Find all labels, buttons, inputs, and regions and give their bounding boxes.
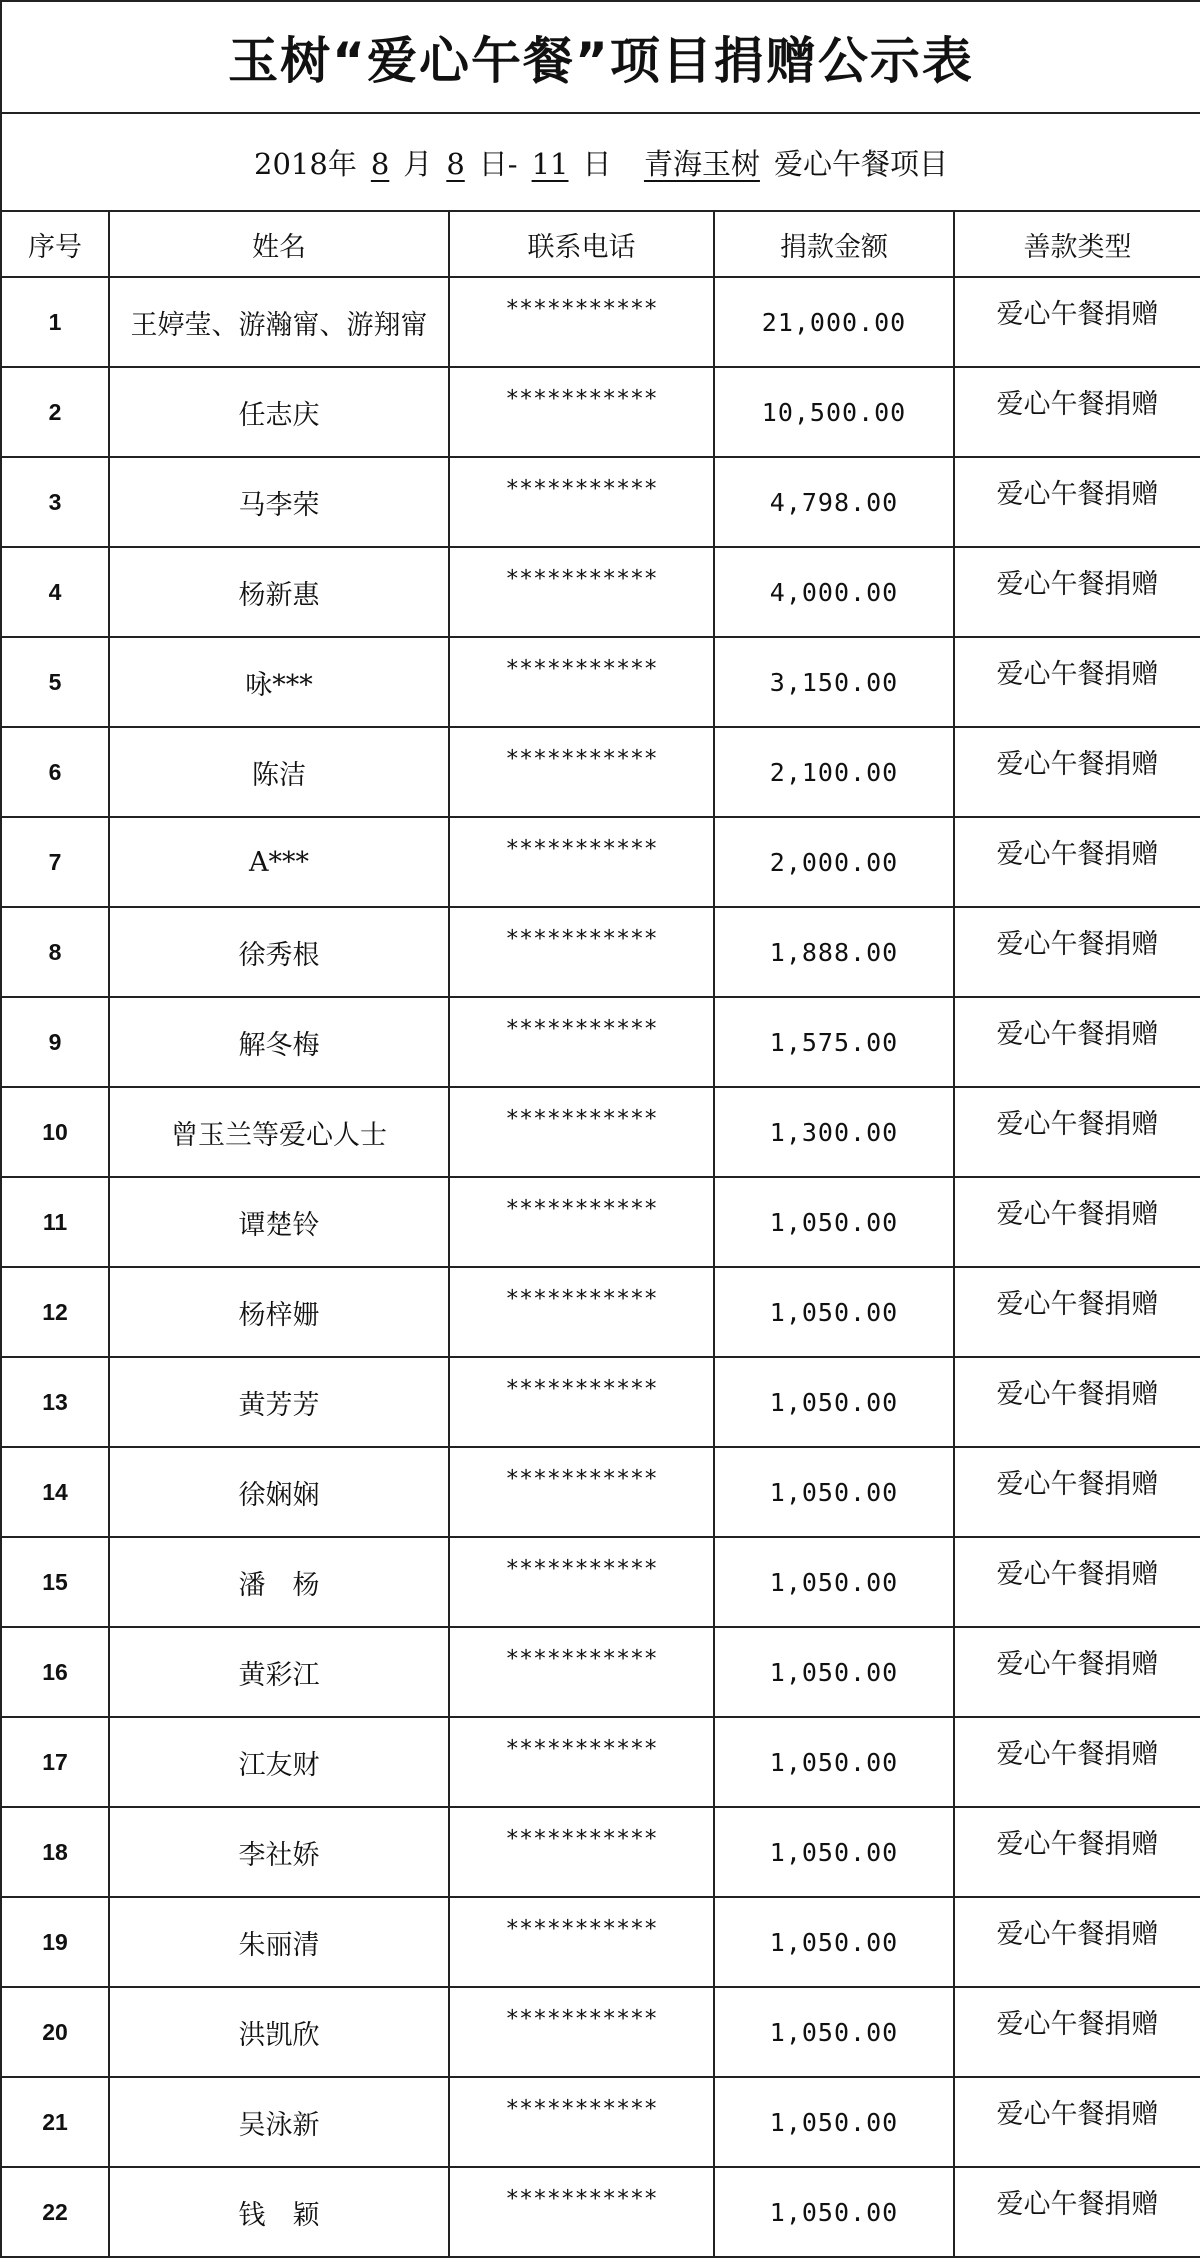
donor-phone: *********** (449, 1087, 714, 1177)
donor-phone: *********** (449, 637, 714, 727)
donor-phone: *********** (449, 727, 714, 817)
table-row (1, 1537, 1200, 1627)
table-row (1, 1087, 1200, 1177)
donation-type: 爱心午餐捐赠 (954, 457, 1200, 547)
row-number: 16 (1, 1627, 109, 1717)
donation-amount: 1,050.00 (714, 1177, 954, 1267)
table-row (1, 1897, 1200, 1987)
table-row (1, 547, 1200, 637)
donor-name: 谭楚铃 (109, 1177, 449, 1267)
donation-amount: 2,000.00 (714, 817, 954, 907)
table-row (1, 907, 1200, 997)
row-number: 15 (1, 1537, 109, 1627)
donor-phone: *********** (449, 1177, 714, 1267)
donor-phone: *********** (449, 1447, 714, 1537)
table-row (1, 457, 1200, 547)
donation-type: 爱心午餐捐赠 (954, 907, 1200, 997)
subtitle-day-sep: 日- (478, 146, 518, 181)
donation-type: 爱心午餐捐赠 (954, 2077, 1200, 2167)
subtitle-month: 8 (370, 146, 390, 181)
header-row (1, 211, 1200, 277)
row-number: 12 (1, 1267, 109, 1357)
donation-amount: 10,500.00 (714, 367, 954, 457)
donation-type: 爱心午餐捐赠 (954, 1897, 1200, 1987)
header-phone: 联系电话 (449, 211, 714, 277)
subtitle-location: 青海玉树 (643, 146, 760, 181)
donor-name: 江友财 (109, 1717, 449, 1807)
row-number: 5 (1, 637, 109, 727)
donation-amount: 1,050.00 (714, 1537, 954, 1627)
donation-type: 爱心午餐捐赠 (954, 637, 1200, 727)
donor-phone: *********** (449, 457, 714, 547)
donor-phone: *********** (449, 1357, 714, 1447)
table-row (1, 1267, 1200, 1357)
donation-amount: 1,050.00 (714, 2077, 954, 2167)
donation-amount: 1,575.00 (714, 997, 954, 1087)
donor-phone: *********** (449, 2167, 714, 2257)
donation-amount: 1,050.00 (714, 1267, 954, 1357)
table-row (1, 817, 1200, 907)
page-title: 玉树“爱心午餐”项目捐赠公示表 (1, 1, 1200, 113)
row-number: 3 (1, 457, 109, 547)
subtitle-day-start: 8 (446, 146, 465, 181)
header-name: 姓名 (109, 211, 449, 277)
table-row (1, 277, 1200, 367)
donation-amount: 1,888.00 (714, 907, 954, 997)
donation-amount: 1,300.00 (714, 1087, 954, 1177)
donation-amount: 1,050.00 (714, 1807, 954, 1897)
subtitle (1, 113, 1200, 211)
donor-phone: *********** (449, 1717, 714, 1807)
header-type: 善款类型 (954, 211, 1200, 277)
donor-name: 徐秀根 (109, 907, 449, 997)
row-number: 9 (1, 997, 109, 1087)
donor-phone: *********** (449, 1897, 714, 1987)
table-row (1, 2167, 1200, 2257)
donor-phone: *********** (449, 817, 714, 907)
donation-amount: 2,100.00 (714, 727, 954, 817)
table-row (1, 727, 1200, 817)
donation-type: 爱心午餐捐赠 (954, 1987, 1200, 2077)
donation-type: 爱心午餐捐赠 (954, 1627, 1200, 1717)
donor-name: 杨新惠 (109, 547, 449, 637)
donor-name: 黄彩江 (109, 1627, 449, 1717)
row-number: 4 (1, 547, 109, 637)
donor-name: 曾玉兰等爱心人士 (109, 1087, 449, 1177)
row-number: 7 (1, 817, 109, 907)
table-row (1, 1717, 1200, 1807)
donation-type: 爱心午餐捐赠 (954, 367, 1200, 457)
title-row (1, 1, 1200, 113)
donor-phone: *********** (449, 1987, 714, 2077)
donor-phone: *********** (449, 547, 714, 637)
header-no: 序号 (1, 211, 109, 277)
donation-type: 爱心午餐捐赠 (954, 547, 1200, 637)
donor-phone: *********** (449, 2077, 714, 2167)
table-row (1, 2077, 1200, 2167)
subtitle-month-suffix: 月 (403, 146, 433, 181)
subtitle-year: 2018年 (254, 146, 357, 181)
row-number: 19 (1, 1897, 109, 1987)
row-number: 10 (1, 1087, 109, 1177)
donation-amount: 21,000.00 (714, 277, 954, 367)
subtitle-row (1, 113, 1200, 211)
row-number: 2 (1, 367, 109, 457)
table-row (1, 637, 1200, 727)
donation-amount: 1,050.00 (714, 1357, 954, 1447)
donor-name: 王婷莹、游瀚甯、游翔甯 (109, 277, 449, 367)
donor-name: 任志庆 (109, 367, 449, 457)
donor-name: 黄芳芳 (109, 1357, 449, 1447)
row-number: 8 (1, 907, 109, 997)
row-number: 1 (1, 277, 109, 367)
row-number: 17 (1, 1717, 109, 1807)
donation-type: 爱心午餐捐赠 (954, 997, 1200, 1087)
row-number: 20 (1, 1987, 109, 2077)
donor-phone: *********** (449, 1627, 714, 1717)
table-row (1, 1447, 1200, 1537)
donor-name: 朱丽清 (109, 1897, 449, 1987)
donor-name: 解冬梅 (109, 997, 449, 1087)
donation-amount: 4,000.00 (714, 547, 954, 637)
row-number: 6 (1, 727, 109, 817)
donation-amount: 1,050.00 (714, 1447, 954, 1537)
table-row (1, 367, 1200, 457)
donor-phone: *********** (449, 1267, 714, 1357)
donor-name: 李社娇 (109, 1807, 449, 1897)
donor-name: 洪凯欣 (109, 1987, 449, 2077)
donor-phone: *********** (449, 997, 714, 1087)
donation-type: 爱心午餐捐赠 (954, 727, 1200, 817)
donation-amount: 1,050.00 (714, 1897, 954, 1987)
header-amount: 捐款金额 (714, 211, 954, 277)
donation-type: 爱心午餐捐赠 (954, 1267, 1200, 1357)
table-row (1, 1987, 1200, 2077)
subtitle-day-end: 11 (531, 146, 569, 181)
subtitle-project: 爱心午餐项目 (773, 146, 948, 181)
table-row (1, 1807, 1200, 1897)
donation-type: 爱心午餐捐赠 (954, 817, 1200, 907)
donor-name: 钱 颖 (109, 2167, 449, 2257)
donor-name: A*** (109, 817, 449, 907)
row-number: 18 (1, 1807, 109, 1897)
donation-amount: 1,050.00 (714, 1987, 954, 2077)
donation-type: 爱心午餐捐赠 (954, 2167, 1200, 2257)
donation-type: 爱心午餐捐赠 (954, 1177, 1200, 1267)
row-number: 13 (1, 1357, 109, 1447)
donation-type: 爱心午餐捐赠 (954, 1087, 1200, 1177)
donor-phone: *********** (449, 1807, 714, 1897)
table-row (1, 1177, 1200, 1267)
row-number: 21 (1, 2077, 109, 2167)
donation-type: 爱心午餐捐赠 (954, 1807, 1200, 1897)
donation-amount: 3,150.00 (714, 637, 954, 727)
donor-phone: *********** (449, 907, 714, 997)
table-row (1, 997, 1200, 1087)
donation-type: 爱心午餐捐赠 (954, 1717, 1200, 1807)
donation-type: 爱心午餐捐赠 (954, 1357, 1200, 1447)
donation-amount: 1,050.00 (714, 2167, 954, 2257)
donor-name: 马李荣 (109, 457, 449, 547)
donation-amount: 4,798.00 (714, 457, 954, 547)
subtitle-day-suffix: 日 (582, 146, 612, 181)
donor-name: 徐娴娴 (109, 1447, 449, 1537)
donor-name: 咏*** (109, 637, 449, 727)
table-row (1, 1357, 1200, 1447)
donation-amount: 1,050.00 (714, 1717, 954, 1807)
row-number: 11 (1, 1177, 109, 1267)
donor-name: 潘 杨 (109, 1537, 449, 1627)
donation-type: 爱心午餐捐赠 (954, 1537, 1200, 1627)
donation-type: 爱心午餐捐赠 (954, 277, 1200, 367)
donor-name: 杨梓姗 (109, 1267, 449, 1357)
donation-amount: 1,050.00 (714, 1627, 954, 1717)
donor-name: 陈洁 (109, 727, 449, 817)
donation-type: 爱心午餐捐赠 (954, 1447, 1200, 1537)
row-number: 22 (1, 2167, 109, 2257)
donor-phone: *********** (449, 1537, 714, 1627)
table-row (1, 1627, 1200, 1717)
row-number: 14 (1, 1447, 109, 1537)
donor-phone: *********** (449, 367, 714, 457)
donor-name: 吴泳新 (109, 2077, 449, 2167)
donor-phone: *********** (449, 277, 714, 367)
